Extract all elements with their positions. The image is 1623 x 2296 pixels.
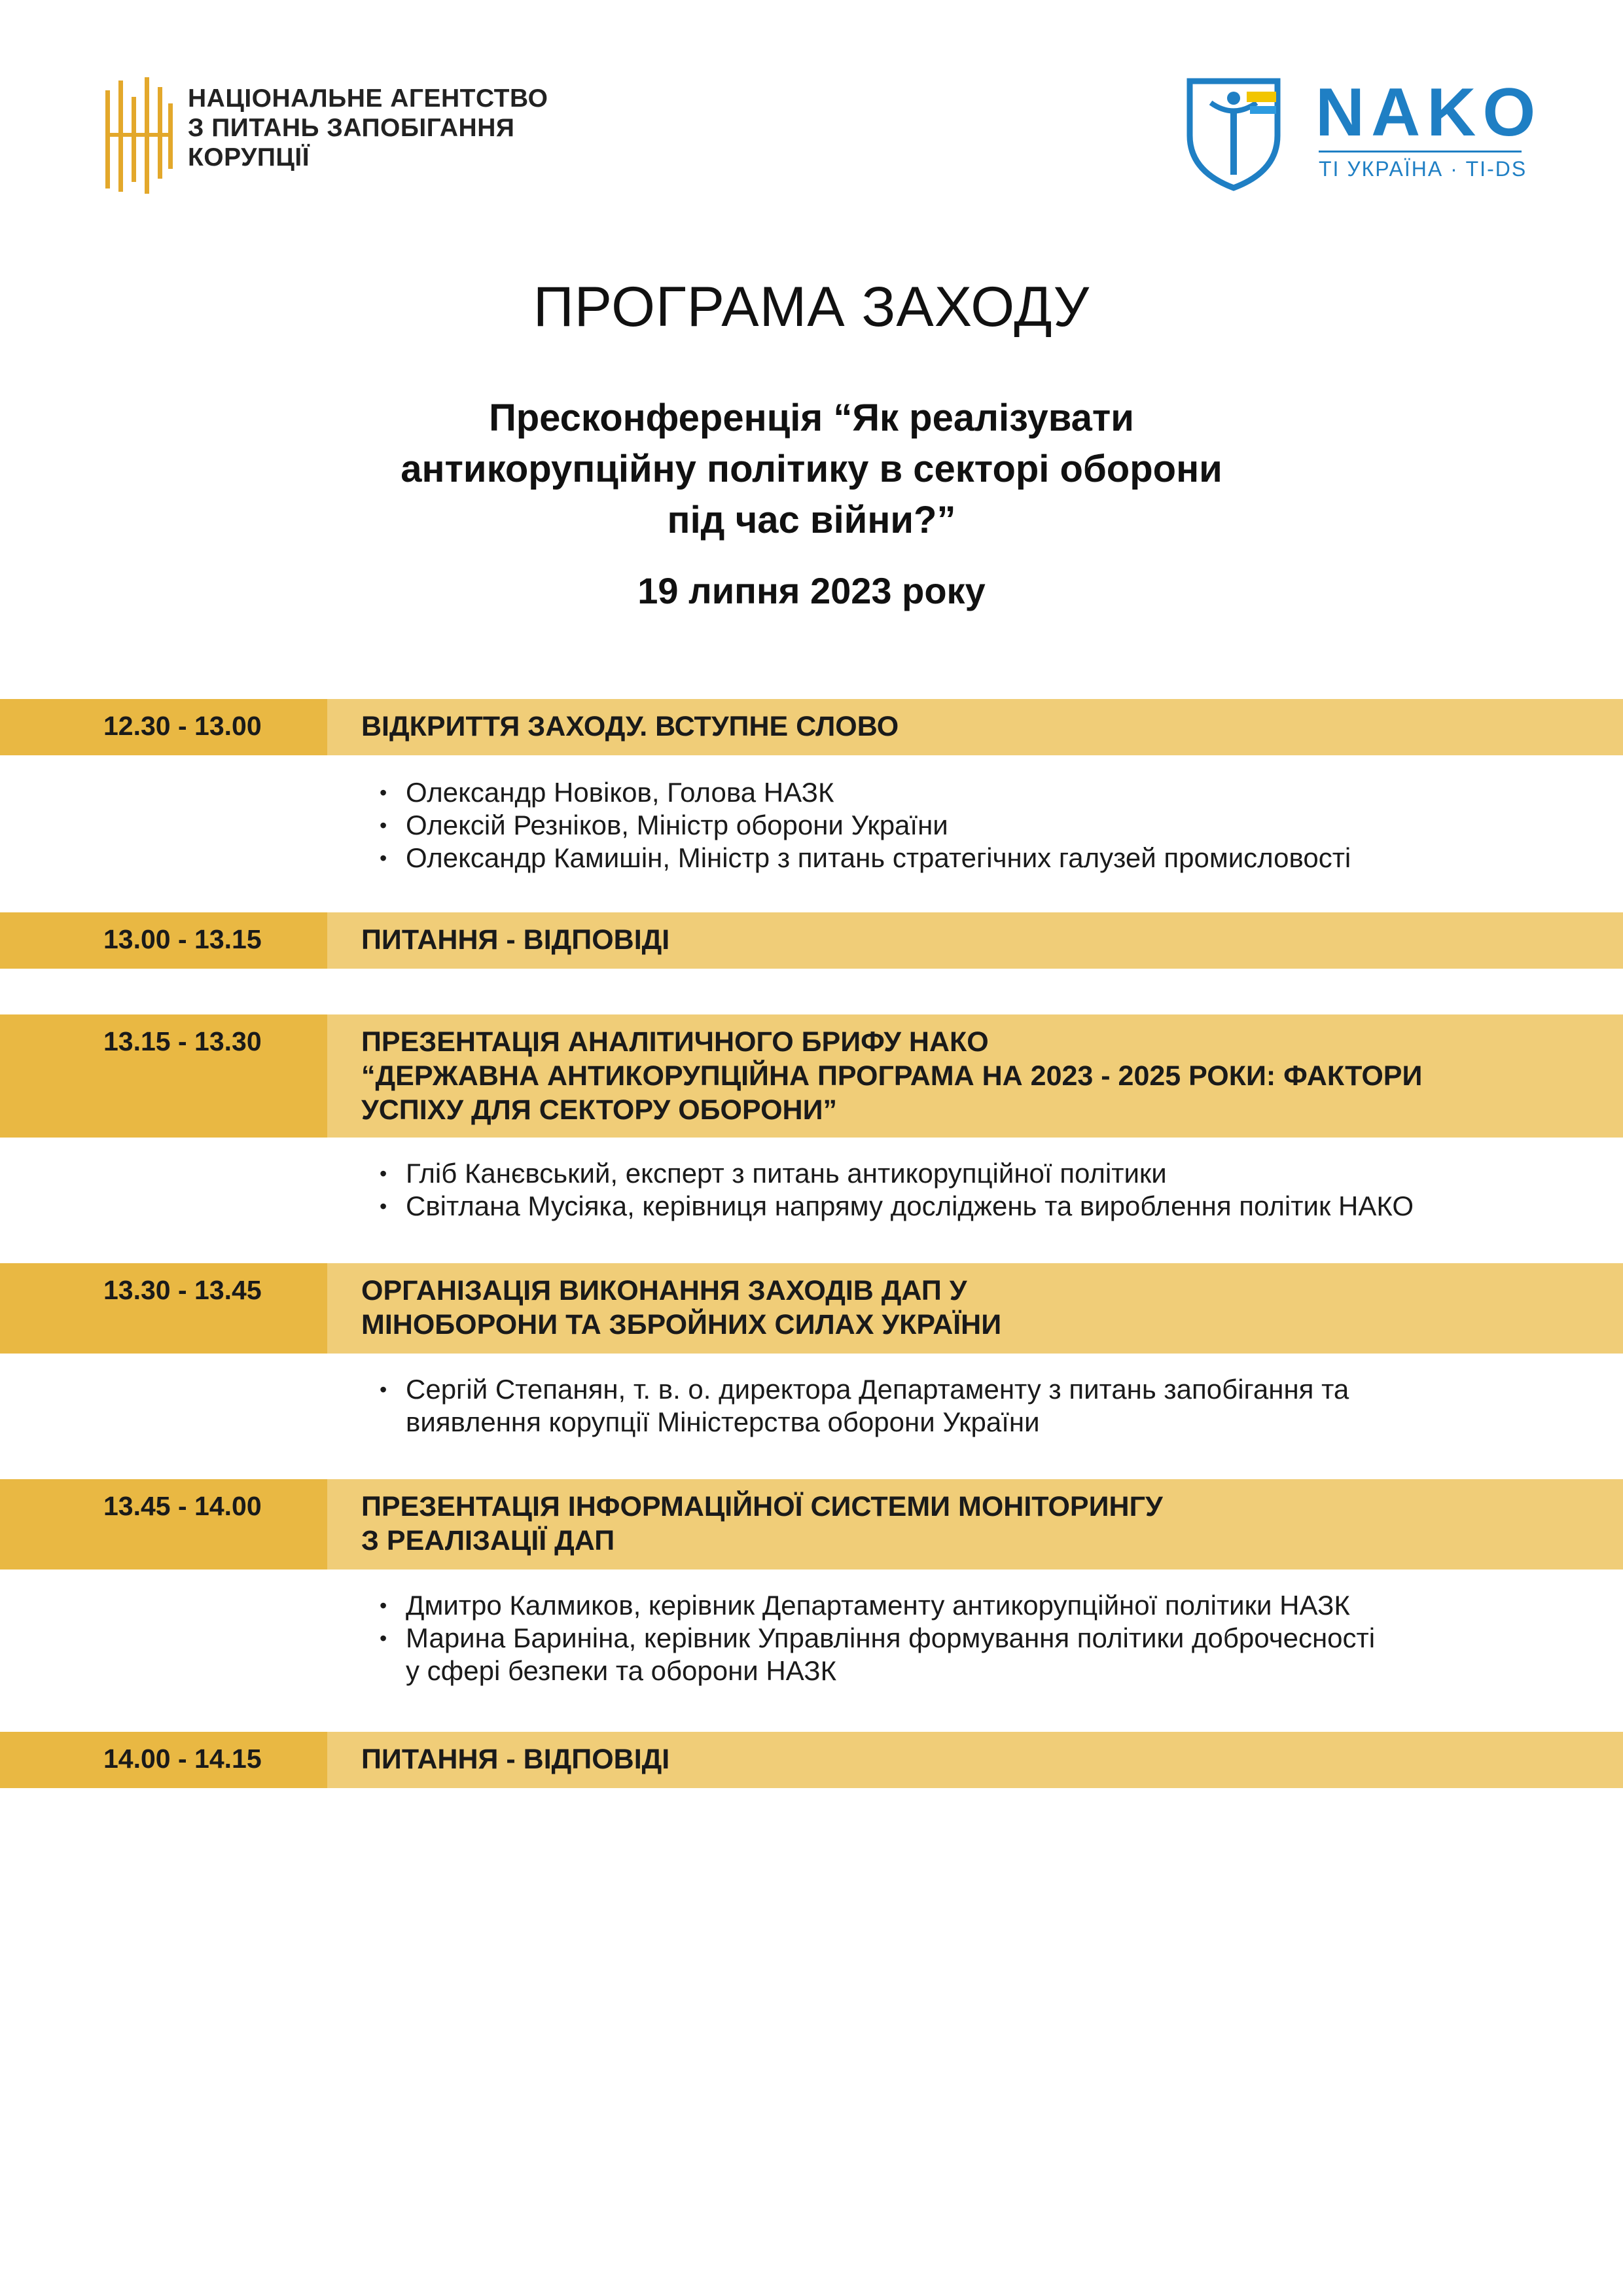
speaker-list-1 [380,776,1351,874]
speaker-item: • Гліб Канєвський, експерт з питань антикорупційної політики [380,1157,1414,1190]
speaker-item: • Світлана Мусіяка, керівниця напряму досліджень та вироблення політик НАКО [380,1190,1414,1223]
nako-divider [1319,151,1522,152]
agenda-time: 14.00 - 14.15 [103,1744,262,1774]
agenda-band-3 [0,1014,1623,1138]
agenda-time: 12.30 - 13.00 [103,711,262,741]
agenda-band-2 [0,912,1623,969]
agenda-time: 13.30 - 13.45 [103,1275,262,1305]
agenda-heading: ПРЕЗЕНТАЦІЯ АНАЛІТИЧНОГО БРИФУ НАКО “ДЕРЖАВНА АНТИКОРУПЦІЙНА ПРОГРАМА НА 2023 - 2025 РОКИ: ФАКТОРИ УСПІХУ ДЛЯ СЕКТОРУ ОБОРОНИ” [361,1026,1423,1126]
speaker-item: • Сергій Степанян, т. в. о. директора Департаменту з питань запобігання та виявлення корупції Міністерства оборони України [380,1373,1349,1439]
nazk-name: НАЦІОНАЛЬНЕ АГЕНТСТВО З ПИТАНЬ ЗАПОБІГАННЯ КОРУПЦІЇ [188,84,548,171]
speaker-item: • Олександр Новіков, Голова НАЗК [380,776,1351,809]
speaker-item: • Олексій Резніков, Міністр оборони України [380,809,1351,842]
event-date: 19 липня 2023 року [637,570,986,611]
agenda-band-5 [0,1479,1623,1570]
nako-name: NAKO [1315,75,1543,151]
page-title: ПРОГРАМА ЗАХОДУ [533,276,1090,338]
nako-shield-icon [1185,73,1283,191]
speaker-list-5 [380,1589,1375,1687]
agenda-time: 13.15 - 13.30 [103,1026,262,1056]
agenda-band-1 [0,699,1623,755]
speaker-item: • Марина Бариніна, керівник Управління формування політики доброчесності у сфері безпеки та оборони НАЗК [380,1622,1375,1687]
agenda-time: 13.00 - 13.15 [103,924,262,954]
agenda-heading: ВІДКРИТТЯ ЗАХОДУ. ВСТУПНЕ СЛОВО [361,711,899,742]
nako-logo [1185,73,1543,198]
speaker-list-4 [380,1373,1349,1439]
nazk-logo [103,77,548,195]
agenda-time: 13.45 - 14.00 [103,1491,262,1521]
agenda-heading: ПИТАННЯ - ВІДПОВІДІ [361,1744,670,1775]
nako-tagline: ТІ УКРАЇНА · TI-DS [1319,157,1527,181]
agenda-band-4 [0,1263,1623,1354]
nazk-bars-icon [103,77,175,195]
event-subtitle: Пресконференція “Як реалізувати антикорупційну політику в секторі оборони під час війни?” [401,397,1222,541]
agenda-heading: ПИТАННЯ - ВІДПОВІДІ [361,924,670,956]
agenda-heading: ПРЕЗЕНТАЦІЯ ІНФОРМАЦІЙНОЇ СИСТЕМИ МОНІТОРИНГУ З РЕАЛІЗАЦІЇ ДАП [361,1491,1163,1556]
speaker-item: • Дмитро Калмиков, керівник Департаменту антикорупційної політики НАЗК [380,1589,1375,1622]
speaker-item: • Олександр Камишін, Міністр з питань стратегічних галузей промисловості [380,842,1351,874]
speaker-list-3 [380,1157,1414,1223]
agenda-band-6 [0,1732,1623,1788]
agenda-heading: ОРГАНІЗАЦІЯ ВИКОНАННЯ ЗАХОДІВ ДАП У МІНОБОРОНИ ТА ЗБРОЙНИХ СИЛАХ УКРАЇНИ [361,1275,1002,1340]
